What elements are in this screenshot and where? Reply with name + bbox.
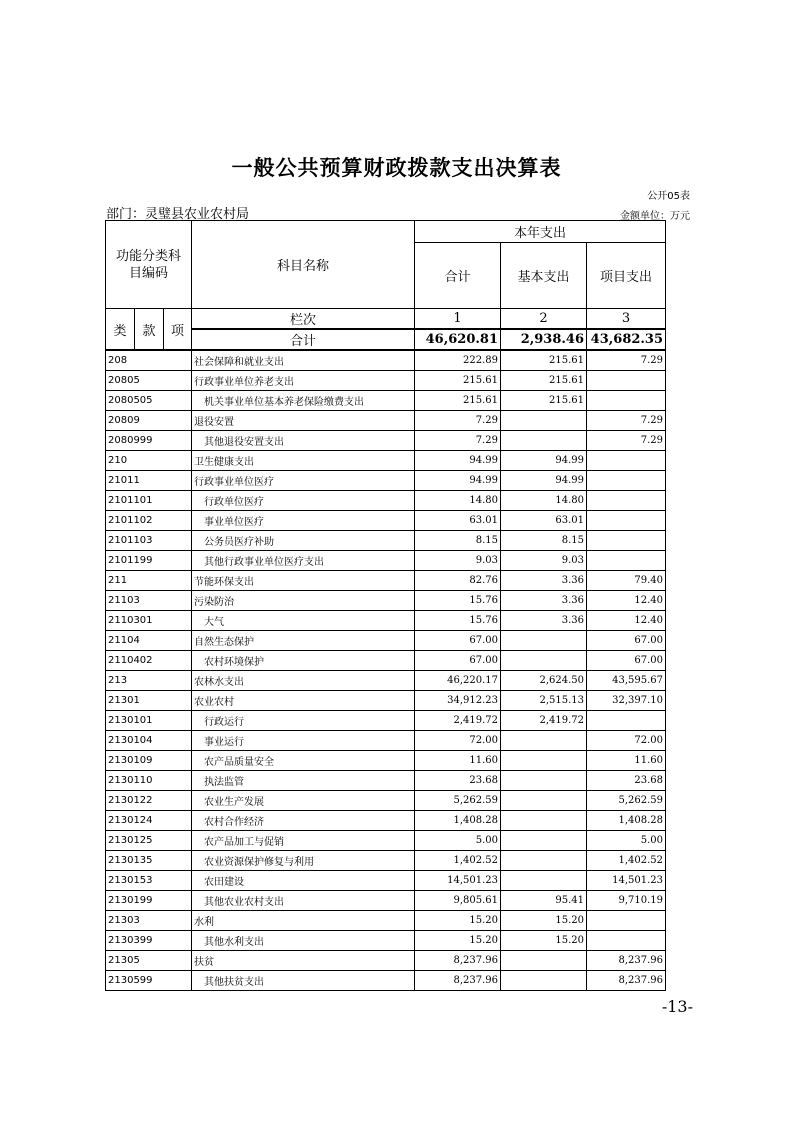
row-project: 79.40 bbox=[587, 570, 666, 590]
row-subject-name: 农产品质量安全 bbox=[192, 750, 415, 770]
row-total: 15.20 bbox=[415, 910, 501, 930]
row-subject-name: 节能环保支出 bbox=[192, 570, 415, 590]
row-project bbox=[587, 510, 666, 530]
row-code: 2130101 bbox=[106, 710, 192, 730]
col-number-2: 2 bbox=[501, 309, 587, 330]
row-subject-name: 其他扶贫支出 bbox=[192, 970, 415, 990]
row-project bbox=[587, 450, 666, 470]
row-total: 11.60 bbox=[415, 750, 501, 770]
basic-header: 基本支出 bbox=[501, 243, 587, 309]
row-code: 2130599 bbox=[106, 970, 192, 990]
row-total: 15.20 bbox=[415, 930, 501, 950]
row-code: 2110301 bbox=[106, 610, 192, 630]
row-total: 23.68 bbox=[415, 770, 501, 790]
total-row-basic: 2,938.46 bbox=[501, 329, 587, 350]
row-project: 11.60 bbox=[587, 750, 666, 770]
func-code-header: 功能分类科目编码 bbox=[106, 221, 192, 309]
row-code: 2130135 bbox=[106, 850, 192, 870]
row-total: 8,237.96 bbox=[415, 970, 501, 990]
row-basic: 2,419.72 bbox=[501, 710, 587, 730]
table-row bbox=[106, 530, 666, 550]
row-project: 5.00 bbox=[587, 830, 666, 850]
row-subject-name: 扶贫 bbox=[192, 950, 415, 970]
total-row-sum: 46,620.81 bbox=[415, 329, 501, 350]
row-subject-name: 行政事业单位医疗 bbox=[192, 470, 415, 490]
row-total: 94.99 bbox=[415, 470, 501, 490]
row-code: 2080999 bbox=[106, 430, 192, 450]
row-basic bbox=[501, 790, 587, 810]
row-code: 20809 bbox=[106, 410, 192, 430]
table-row bbox=[106, 390, 666, 410]
row-code: 2130125 bbox=[106, 830, 192, 850]
row-total: 63.01 bbox=[415, 510, 501, 530]
row-code: 2130104 bbox=[106, 730, 192, 750]
row-code: 2130124 bbox=[106, 810, 192, 830]
table-row bbox=[106, 770, 666, 790]
row-total: 222.89 bbox=[415, 350, 501, 370]
row-subject-name: 行政事业单位养老支出 bbox=[192, 370, 415, 390]
table-row bbox=[106, 710, 666, 730]
row-total: 7.29 bbox=[415, 430, 501, 450]
row-subject-name: 事业运行 bbox=[192, 730, 415, 750]
row-code: 2080505 bbox=[106, 390, 192, 410]
row-total: 8.15 bbox=[415, 530, 501, 550]
row-basic bbox=[501, 430, 587, 450]
col-number-1: 1 bbox=[415, 309, 501, 330]
row-code: 211 bbox=[106, 570, 192, 590]
row-basic: 3.36 bbox=[501, 570, 587, 590]
row-code: 2130199 bbox=[106, 890, 192, 910]
row-basic: 9.03 bbox=[501, 550, 587, 570]
row-code: 21011 bbox=[106, 470, 192, 490]
row-code: 2130399 bbox=[106, 930, 192, 950]
table-row bbox=[106, 610, 666, 630]
xiang-header: 项 bbox=[164, 309, 192, 351]
row-subject-name: 农业生产发展 bbox=[192, 790, 415, 810]
table-row bbox=[106, 490, 666, 510]
row-code: 20805 bbox=[106, 370, 192, 390]
row-code: 2110402 bbox=[106, 650, 192, 670]
kuan-header: 款 bbox=[135, 309, 164, 351]
row-total: 67.00 bbox=[415, 650, 501, 670]
row-total: 14.80 bbox=[415, 490, 501, 510]
row-code: 2101102 bbox=[106, 510, 192, 530]
row-total: 9.03 bbox=[415, 550, 501, 570]
row-basic bbox=[501, 850, 587, 870]
row-basic: 15.20 bbox=[501, 910, 587, 930]
row-project: 67.00 bbox=[587, 630, 666, 650]
row-subject-name: 污染防治 bbox=[192, 590, 415, 610]
row-project: 5,262.59 bbox=[587, 790, 666, 810]
row-subject-name: 农田建设 bbox=[192, 870, 415, 890]
row-total: 1,408.28 bbox=[415, 810, 501, 830]
row-code: 21301 bbox=[106, 690, 192, 710]
row-total: 1,402.52 bbox=[415, 850, 501, 870]
col-number-3: 3 bbox=[587, 309, 666, 330]
row-subject-name: 农业资源保护修复与利用 bbox=[192, 850, 415, 870]
table-row bbox=[106, 890, 666, 910]
row-subject-name: 退役安置 bbox=[192, 410, 415, 430]
form-code: 公开05表 bbox=[647, 191, 690, 202]
row-project bbox=[587, 930, 666, 950]
row-project bbox=[587, 370, 666, 390]
row-basic: 63.01 bbox=[501, 510, 587, 530]
row-project: 14,501.23 bbox=[587, 870, 666, 890]
row-code: 2101199 bbox=[106, 550, 192, 570]
row-project: 8,237.96 bbox=[587, 970, 666, 990]
row-total: 34,912.23 bbox=[415, 690, 501, 710]
table-row bbox=[106, 590, 666, 610]
table-row bbox=[106, 930, 666, 950]
row-subject-name: 大气 bbox=[192, 610, 415, 630]
row-code: 210 bbox=[106, 450, 192, 470]
current-year-header: 本年支出 bbox=[415, 221, 666, 243]
row-basic: 94.99 bbox=[501, 470, 587, 490]
row-total: 67.00 bbox=[415, 630, 501, 650]
row-subject-name: 其他农业农村支出 bbox=[192, 890, 415, 910]
row-subject-name: 行政运行 bbox=[192, 710, 415, 730]
row-basic bbox=[501, 730, 587, 750]
row-total: 46,220.17 bbox=[415, 670, 501, 690]
row-project: 8,237.96 bbox=[587, 950, 666, 970]
row-subject-name: 水利 bbox=[192, 910, 415, 930]
row-project: 7.29 bbox=[587, 430, 666, 450]
row-basic: 3.36 bbox=[501, 610, 587, 630]
row-code: 21305 bbox=[106, 950, 192, 970]
row-basic bbox=[501, 950, 587, 970]
table-row bbox=[106, 370, 666, 390]
row-total: 9,805.61 bbox=[415, 890, 501, 910]
row-subject-name: 其他退役安置支出 bbox=[192, 430, 415, 450]
row-code: 2130122 bbox=[106, 790, 192, 810]
row-project: 7.29 bbox=[587, 410, 666, 430]
row-subject-name: 社会保障和就业支出 bbox=[192, 350, 415, 370]
table-row bbox=[106, 450, 666, 470]
row-project: 7.29 bbox=[587, 350, 666, 370]
row-basic: 8.15 bbox=[501, 530, 587, 550]
row-project: 1,402.52 bbox=[587, 850, 666, 870]
unit-label: 金额单位：万元 bbox=[620, 211, 690, 222]
row-basic: 2,515.13 bbox=[501, 690, 587, 710]
row-code: 208 bbox=[106, 350, 192, 370]
row-basic: 94.99 bbox=[501, 450, 587, 470]
row-total: 82.76 bbox=[415, 570, 501, 590]
row-basic: 14.80 bbox=[501, 490, 587, 510]
row-code: 2130109 bbox=[106, 750, 192, 770]
row-total: 215.61 bbox=[415, 370, 501, 390]
row-subject-name: 农业农村 bbox=[192, 690, 415, 710]
row-project: 43,595.67 bbox=[587, 670, 666, 690]
table-row bbox=[106, 790, 666, 810]
row-basic bbox=[501, 750, 587, 770]
row-total: 7.29 bbox=[415, 410, 501, 430]
page-title: 一般公共预算财政拨款支出决算表 bbox=[231, 156, 562, 180]
table-row bbox=[106, 830, 666, 850]
table-row bbox=[106, 570, 666, 590]
page-number: -13- bbox=[661, 997, 693, 1016]
row-subject-name: 农村环境保护 bbox=[192, 650, 415, 670]
table-row bbox=[106, 910, 666, 930]
row-project: 67.00 bbox=[587, 650, 666, 670]
row-basic: 215.61 bbox=[501, 370, 587, 390]
row-code: 2101101 bbox=[106, 490, 192, 510]
row-basic bbox=[501, 830, 587, 850]
row-subject-name: 行政单位医疗 bbox=[192, 490, 415, 510]
row-basic: 215.61 bbox=[501, 390, 587, 410]
row-basic: 95.41 bbox=[501, 890, 587, 910]
table-row bbox=[106, 850, 666, 870]
table-row bbox=[106, 470, 666, 490]
row-basic bbox=[501, 770, 587, 790]
row-project: 12.40 bbox=[587, 590, 666, 610]
row-total: 5.00 bbox=[415, 830, 501, 850]
total-header: 合计 bbox=[415, 243, 501, 309]
row-subject-name: 农村合作经济 bbox=[192, 810, 415, 830]
table-row bbox=[106, 950, 666, 970]
row-project bbox=[587, 550, 666, 570]
row-basic bbox=[501, 630, 587, 650]
total-row-label: 合计 bbox=[192, 329, 415, 350]
row-subject-name: 自然生态保护 bbox=[192, 630, 415, 650]
row-project: 23.68 bbox=[587, 770, 666, 790]
table-row bbox=[106, 750, 666, 770]
department-label: 部门：灵璧县农业农村局 bbox=[106, 207, 250, 222]
row-project: 12.40 bbox=[587, 610, 666, 630]
row-basic: 3.36 bbox=[501, 590, 587, 610]
row-basic bbox=[501, 810, 587, 830]
row-code: 21303 bbox=[106, 910, 192, 930]
row-total: 5,262.59 bbox=[415, 790, 501, 810]
row-project bbox=[587, 910, 666, 930]
row-code: 2130153 bbox=[106, 870, 192, 890]
row-subject-name: 其他行政事业单位医疗支出 bbox=[192, 550, 415, 570]
table-row bbox=[106, 970, 666, 990]
lei-header: 类 bbox=[106, 309, 135, 351]
row-project: 9,710.19 bbox=[587, 890, 666, 910]
table-row bbox=[106, 870, 666, 890]
total-row-project: 43,682.35 bbox=[587, 329, 666, 350]
row-project bbox=[587, 470, 666, 490]
row-basic: 215.61 bbox=[501, 350, 587, 370]
row-total: 8,237.96 bbox=[415, 950, 501, 970]
table-row bbox=[106, 510, 666, 530]
row-project: 1,408.28 bbox=[587, 810, 666, 830]
row-basic bbox=[501, 970, 587, 990]
row-code: 2101103 bbox=[106, 530, 192, 550]
table-row bbox=[106, 810, 666, 830]
row-basic bbox=[501, 870, 587, 890]
row-total: 15.76 bbox=[415, 610, 501, 630]
row-project bbox=[587, 530, 666, 550]
row-subject-name: 农产品加工与促销 bbox=[192, 830, 415, 850]
row-basic: 15.20 bbox=[501, 930, 587, 950]
row-subject-name: 农林水支出 bbox=[192, 670, 415, 690]
row-project bbox=[587, 710, 666, 730]
expenditure-table bbox=[105, 220, 666, 991]
row-subject-name: 公务员医疗补助 bbox=[192, 530, 415, 550]
row-total: 72.00 bbox=[415, 730, 501, 750]
table-row bbox=[106, 730, 666, 750]
row-project bbox=[587, 490, 666, 510]
table-row bbox=[106, 350, 666, 370]
row-total: 2,419.72 bbox=[415, 710, 501, 730]
row-subject-name: 卫生健康支出 bbox=[192, 450, 415, 470]
row-code: 21103 bbox=[106, 590, 192, 610]
row-total: 94.99 bbox=[415, 450, 501, 470]
column-label: 栏次 bbox=[192, 309, 415, 330]
row-project: 32,397.10 bbox=[587, 690, 666, 710]
table-row bbox=[106, 630, 666, 650]
row-project bbox=[587, 390, 666, 410]
row-total: 215.61 bbox=[415, 390, 501, 410]
row-code: 213 bbox=[106, 670, 192, 690]
row-project: 72.00 bbox=[587, 730, 666, 750]
table-row bbox=[106, 690, 666, 710]
row-basic bbox=[501, 410, 587, 430]
row-code: 21104 bbox=[106, 630, 192, 650]
table-row bbox=[106, 550, 666, 570]
row-subject-name: 机关事业单位基本养老保险缴费支出 bbox=[192, 390, 415, 410]
row-code: 2130110 bbox=[106, 770, 192, 790]
table-row bbox=[106, 410, 666, 430]
row-total: 14,501.23 bbox=[415, 870, 501, 890]
row-basic bbox=[501, 650, 587, 670]
row-subject-name: 事业单位医疗 bbox=[192, 510, 415, 530]
row-subject-name: 其他水利支出 bbox=[192, 930, 415, 950]
table-row bbox=[106, 650, 666, 670]
table-row bbox=[106, 430, 666, 450]
row-basic: 2,624.50 bbox=[501, 670, 587, 690]
subject-name-header: 科目名称 bbox=[192, 221, 415, 309]
table-row bbox=[106, 670, 666, 690]
row-subject-name: 执法监管 bbox=[192, 770, 415, 790]
project-header: 项目支出 bbox=[587, 243, 666, 309]
row-total: 15.76 bbox=[415, 590, 501, 610]
